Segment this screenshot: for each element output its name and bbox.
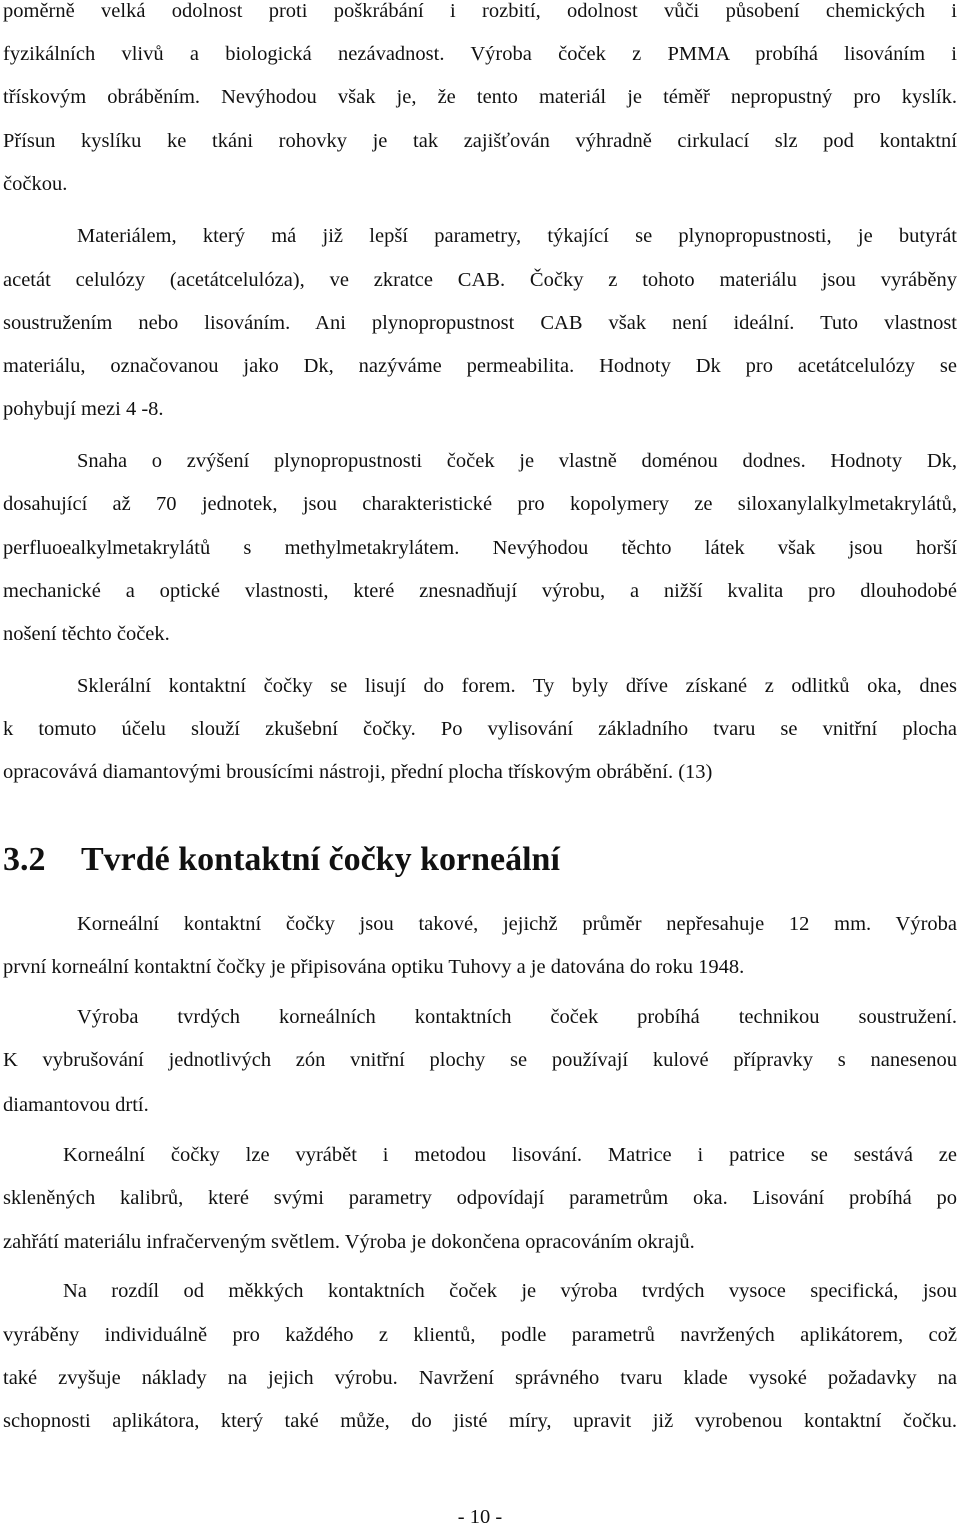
text-line: k tomuto účelu slouží zkušební čočky. Po vylisování základního tvaru se vnitřní plocha xyxy=(3,718,957,740)
text-line: první korneální kontaktní čočky je připisována optiku Tuhovy a je datována do roku 1948. xyxy=(3,956,745,978)
text-line: materiálu, označovanou jako Dk, nazýváme permeabilita. Hodnoty Dk pro acetátcelulózy se xyxy=(3,355,957,377)
text-line: Sklerální kontaktní čočky se lisují do forem. Ty byly dříve získané z odlitků oka, dnes xyxy=(77,675,957,697)
text-line: také zvyšuje náklady na jejich výrobu. Navržení správného tvaru klade vysoké požadavky na xyxy=(3,1367,957,1389)
text-line: Korneální čočky lze vyrábět i metodou lisování. Matrice i patrice se sestává ze xyxy=(63,1144,957,1166)
section-number: 3.2 xyxy=(3,841,46,878)
text-line: Výroba tvrdých korneálních kontaktních čoček probíhá technikou soustružení. xyxy=(77,1006,957,1028)
text-line: opracovává diamantovými brousícími nástroji, přední plocha třískovým obrábění. (13) xyxy=(3,761,713,783)
text-line: Přísun kyslíku ke tkáni rohovky je tak zajišťován výhradně cirkulací slz pod kontaktní xyxy=(3,130,957,152)
text-line: skleněných kalibrů, které svými parametry odpovídají parametrům oka. Lisování probíhá po xyxy=(3,1187,957,1209)
text-line: dosahující až 70 jednotek, jsou charakteristické pro kopolymery ze siloxanylalkylmetakrylátů, xyxy=(3,493,957,515)
text-line: perfluoealkylmetakrylátů s methylmetakrylátem. Nevýhodou těchto látek však jsou horší xyxy=(3,537,957,559)
text-line: K vybrušování jednotlivých zón vnitřní plochy se používají kulové přípravky s nanesenou xyxy=(3,1049,957,1071)
text-line: třískovým obráběním. Nevýhodou však je, že tento materiál je téměř nepropustný pro kyslík. xyxy=(3,86,957,108)
text-line: Materiálem, který má již lepší parametry, týkající se plynopropustnosti, je butyrát xyxy=(77,225,957,247)
text-line: acetát celulózy (acetátcelulóza), ve zkratce CAB. Čočky z tohoto materiálu jsou vyráběny xyxy=(3,269,957,291)
page-number: - 10 - xyxy=(457,1506,503,1528)
text-line: čočkou. xyxy=(3,173,68,195)
text-line: Korneální kontaktní čočky jsou takové, jejichž průměr nepřesahuje 12 mm. Výroba xyxy=(77,913,957,935)
section-heading xyxy=(3,838,957,882)
text-line: Snaha o zvýšení plynopropustnosti čoček je vlastně doménou dodnes. Hodnoty Dk, xyxy=(77,450,957,472)
text-line: fyzikálních vlivů a biologická nezávadnost. Výroba čoček z PMMA probíhá lisováním i xyxy=(3,43,957,65)
text-line: poměrně velká odolnost proti poškrábání i rozbití, odolnost vůči působení chemických i xyxy=(3,0,957,22)
text-line: mechanické a optické vlastnosti, které znesnadňují výrobu, a nižší kvalita pro dlouhodobé xyxy=(3,580,957,602)
section-title: Tvrdé kontaktní čočky korneální xyxy=(81,841,560,878)
text-line: diamantovou drtí. xyxy=(3,1094,149,1116)
text-line: pohybují mezi 4 -8. xyxy=(3,398,164,420)
text-line: Na rozdíl od měkkých kontaktních čoček je výroba tvrdých vysoce specifická, jsou xyxy=(63,1280,957,1302)
text-line: soustružením nebo lisováním. Ani plynopropustnost CAB však není ideální. Tuto vlastnost xyxy=(3,312,957,334)
text-line: zahřátí materiálu infračerveným světlem. Výroba je dokončena opracováním okrajů. xyxy=(3,1231,695,1253)
text-line: nošení těchto čoček. xyxy=(3,623,170,645)
text-line: schopnosti aplikátora, který také může, do jisté míry, upravit již vyrobenou kontaktní čočku. xyxy=(3,1410,957,1432)
text-line: vyráběny individuálně pro každého z klientů, podle parametrů navržených aplikátorem, což xyxy=(3,1324,957,1346)
